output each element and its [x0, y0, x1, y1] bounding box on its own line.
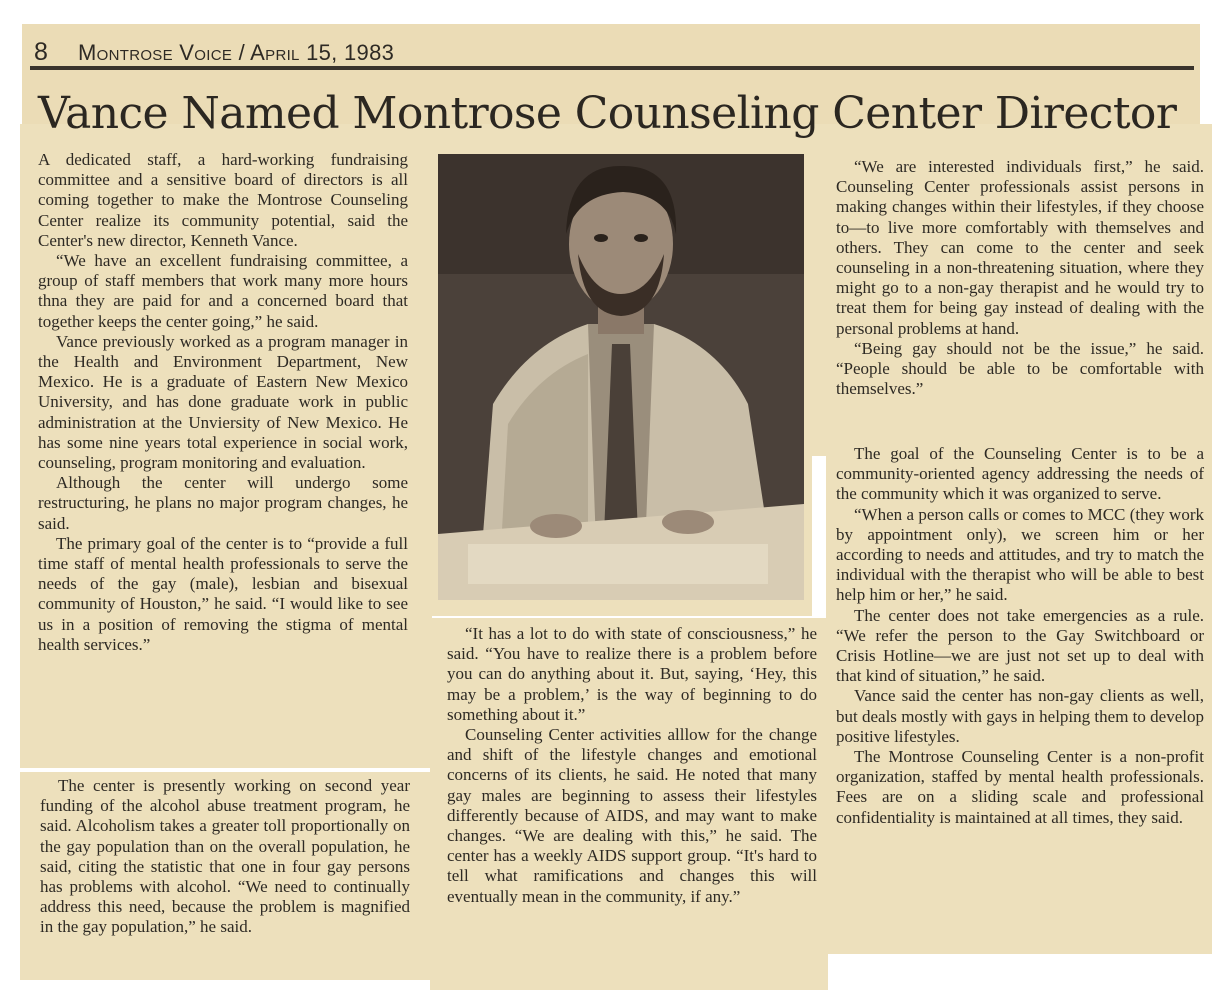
paragraph: The center is presently working on second year funding of the alcohol abuse treatment program, he said. Alcoholism takes a greater toll proportionally on the gay population than on the overall population, he said, citing the statistic that one in four gay persons has problems with alcohol. “We need to continually address this need, because the problem is magnified in the gay population,” he said. [40, 776, 410, 937]
paragraph: Vance said the center has non-gay clients as well, but deals mostly with gays in helping them to develop positive lifestyles. [836, 686, 1204, 746]
paragraph: The center does not take emergencies as a rule. “We refer the person to the Gay Switchboard or Crisis Hotline—we are just not set up to deal with that kind of situation,” he said. [836, 605, 1204, 686]
portrait-photo [438, 154, 804, 600]
portrait-image [438, 154, 804, 600]
paragraph: A dedicated staff, a hard-working fundraising committee and a sensitive board of directors is all coming together to make the Montrose Counseling Center realize its community potential, said the Center's new director, Kenneth Vance. [38, 150, 408, 250]
publication-line: Montrose Voice / April 15, 1983 [78, 40, 395, 65]
page-number: 8 [34, 38, 49, 66]
column-3-top [836, 157, 1204, 399]
column-2 [447, 624, 817, 907]
paragraph: The Montrose Counseling Center is a non-profit organization, staffed by mental health professionals. Fees are on a sliding scale and professional confidentiality is maintained at all times, they said. [836, 747, 1204, 827]
paragraph: “We are interested individuals first,” he said. Counseling Center professionals assist persons in making changes within their lifestyles, if they choose to—to live more comfortably with themselves and others. They can come to the center and seek counseling in a non-threatening situation, where they might go to a non-gay therapist and he would try to treat them for being gay instead of dealing with the personal problems at hand. [836, 157, 1204, 338]
paragraph: “We have an excellent fundraising committee, a group of staff members that work many more hours thna they are paid for and a concerned board that together keeps the center going,” he said. [38, 251, 408, 331]
paragraph: “When a person calls or comes to MCC (they work by appointment only), we screen him or her according to needs and attitudes, and try to match the individual with the therapist who will be able to best help him or her,” he said. [836, 504, 1204, 605]
paragraph: Although the center will undergo some restructuring, he plans no major program changes, he said. [38, 473, 408, 533]
headline: Vance Named Montrose Counseling Center Director [38, 88, 1177, 139]
paragraph: The primary goal of the center is to “provide a full time staff of mental health professionals to serve the needs of the gay (male), lesbian and bisexual community of Houston,” he said. “I would like to see us in a position of removing the stigma of mental health services.” [38, 533, 408, 654]
paragraph: “Being gay should not be the issue,” he said. “People should be able to be comfortable with themselves.” [836, 338, 1204, 399]
paragraph: Counseling Center activities alllow for the change and shift of the lifestyle changes and emotional concerns of its clients, he said. He noted that many gay males are beginning to assess their lifestyles differently because of AIDS, and may want to make changes. “We are dealing with this,” he said. The center has a weekly AIDS support group. “It's hard to tell what ramifications and changes this will eventually mean in the community, if any.” [447, 725, 817, 906]
paragraph: “It has a lot to do with state of consciousness,” he said. “You have to realize there is a problem before you can do anything about it. But, saying, ‘Hey, this may be a problem,’ is the way of beginning to do something about it.” [447, 624, 817, 724]
column-1-top [38, 150, 408, 655]
column-1-bottom [40, 776, 410, 938]
paragraph: Vance previously worked as a program manager in the Health and Environment Department, New Mexico. He is a graduate of Eastern New Mexico University, and has done graduate work in public administration at the Unviersity of New Mexico. He has some nine years total experience in social work, counseling, program monitoring and evaluation. [38, 331, 408, 473]
paragraph: The goal of the Counseling Center is to be a community-oriented agency addressing the needs of the community which it was organized to serve. [836, 444, 1204, 504]
masthead-rule [30, 66, 1194, 70]
column-3-bottom [836, 444, 1204, 828]
